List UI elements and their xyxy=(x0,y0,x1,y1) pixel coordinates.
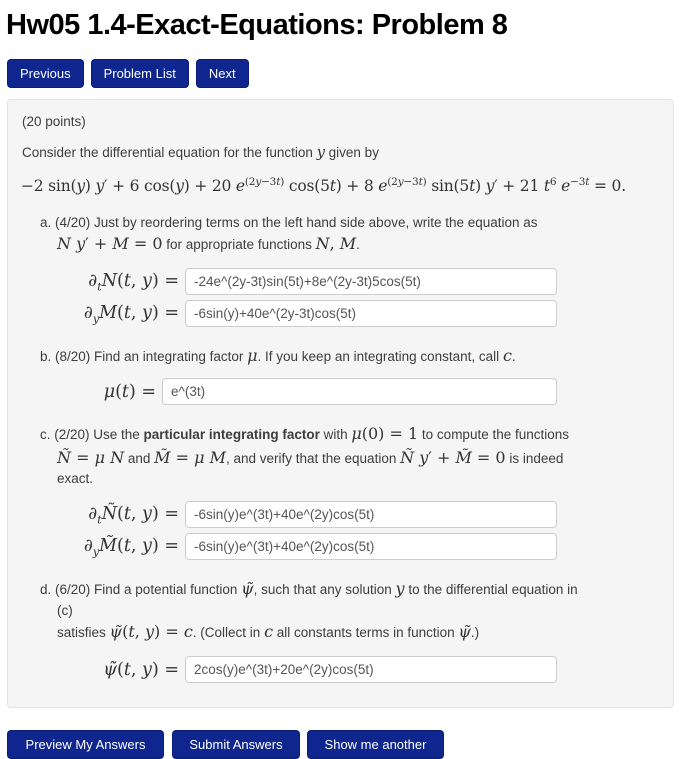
dt-Ntilde-label: $\partial_tÑ(t$, y) = xyxy=(88,503,179,527)
dt-N-label: $\partial_tN(t$, y) = xyxy=(88,270,179,293)
dy-Mtilde-input[interactable] xyxy=(185,533,557,560)
submit-answers-button[interactable]: Submit Answers xyxy=(172,730,300,759)
dy-M-row xyxy=(21,300,660,327)
dt-Ntilde-input[interactable] xyxy=(185,501,557,528)
part-a-line2: N y′ + M = 0 for appropriate functions N, M. xyxy=(57,234,360,254)
points-label: (20 points) xyxy=(22,114,86,130)
dt-N-row xyxy=(21,268,660,295)
problem-nav xyxy=(7,59,681,88)
mu-label: μ(t) = xyxy=(103,381,156,402)
part-c xyxy=(40,422,660,488)
dy-Mtilde-row xyxy=(21,533,660,560)
part-d xyxy=(40,577,660,643)
main-equation: −2 sin(y) y′ + 6 cos(y) + 20 $e^{(2y-3t)}$ cos(5t) + 8 $e^{(2y-3t)}$ sin(5t) y′ + 21 $t^6$ $e^{-3t} = 0$. xyxy=(21,176,626,196)
part-c-line1: c. (2/20) Use the particular integrating factor with μ(0) = 1 to compute the functions xyxy=(40,424,570,444)
answer-actions xyxy=(7,730,681,759)
next-button[interactable]: Next xyxy=(196,59,249,88)
psi-input[interactable] xyxy=(185,656,557,683)
part-a-line1: a. (4/20) Just by reordering terms on the left hand side above, write the equation as xyxy=(40,214,538,230)
part-b-line1: b. (8/20) Find an integrating factor μ. If you keep an integrating constant, call c. xyxy=(40,346,516,366)
previous-button[interactable]: Previous xyxy=(7,59,84,88)
part-d-line2: (c) xyxy=(57,602,73,618)
part-d-line1: d. (6/20) Find a potential function ψ̃, such that any solution y to the differential equation in xyxy=(40,579,578,599)
dy-M-label: $\partial_yM(t$, y) = xyxy=(83,302,179,325)
problem-list-button[interactable]: Problem List xyxy=(91,59,189,88)
dy-Mtilde-label: $\partial_yM̃(t$, y) = xyxy=(83,535,179,559)
part-a xyxy=(40,213,660,256)
psi-row xyxy=(21,656,660,683)
part-b xyxy=(40,344,660,367)
show-me-another-button[interactable]: Show me another xyxy=(307,730,444,759)
part-c-line3: exact. xyxy=(57,470,94,486)
problem-intro: Consider the differential equation for the function y given by xyxy=(22,145,379,162)
part-d-line3: satisfies ψ̃(t, y) = c. (Collect in c all constants terms in function ψ̃.) xyxy=(57,622,480,642)
dy-M-input[interactable] xyxy=(185,300,557,327)
dt-N-input[interactable] xyxy=(185,268,557,295)
mu-input[interactable] xyxy=(162,378,557,405)
psi-label: ψ̃(t, y) = xyxy=(103,659,179,680)
part-c-line2: Ñ = μ N and M̃ = μ M, and verify that the equation Ñ y′ + M̃ = 0 is indeed xyxy=(57,447,564,467)
mu-row xyxy=(21,378,660,405)
page-title: Hw05 1.4-Exact-Equations: Problem 8 xyxy=(6,9,508,41)
preview-answers-button[interactable]: Preview My Answers xyxy=(7,730,164,759)
problem-box xyxy=(7,99,674,708)
dt-Ntilde-row xyxy=(21,501,660,528)
